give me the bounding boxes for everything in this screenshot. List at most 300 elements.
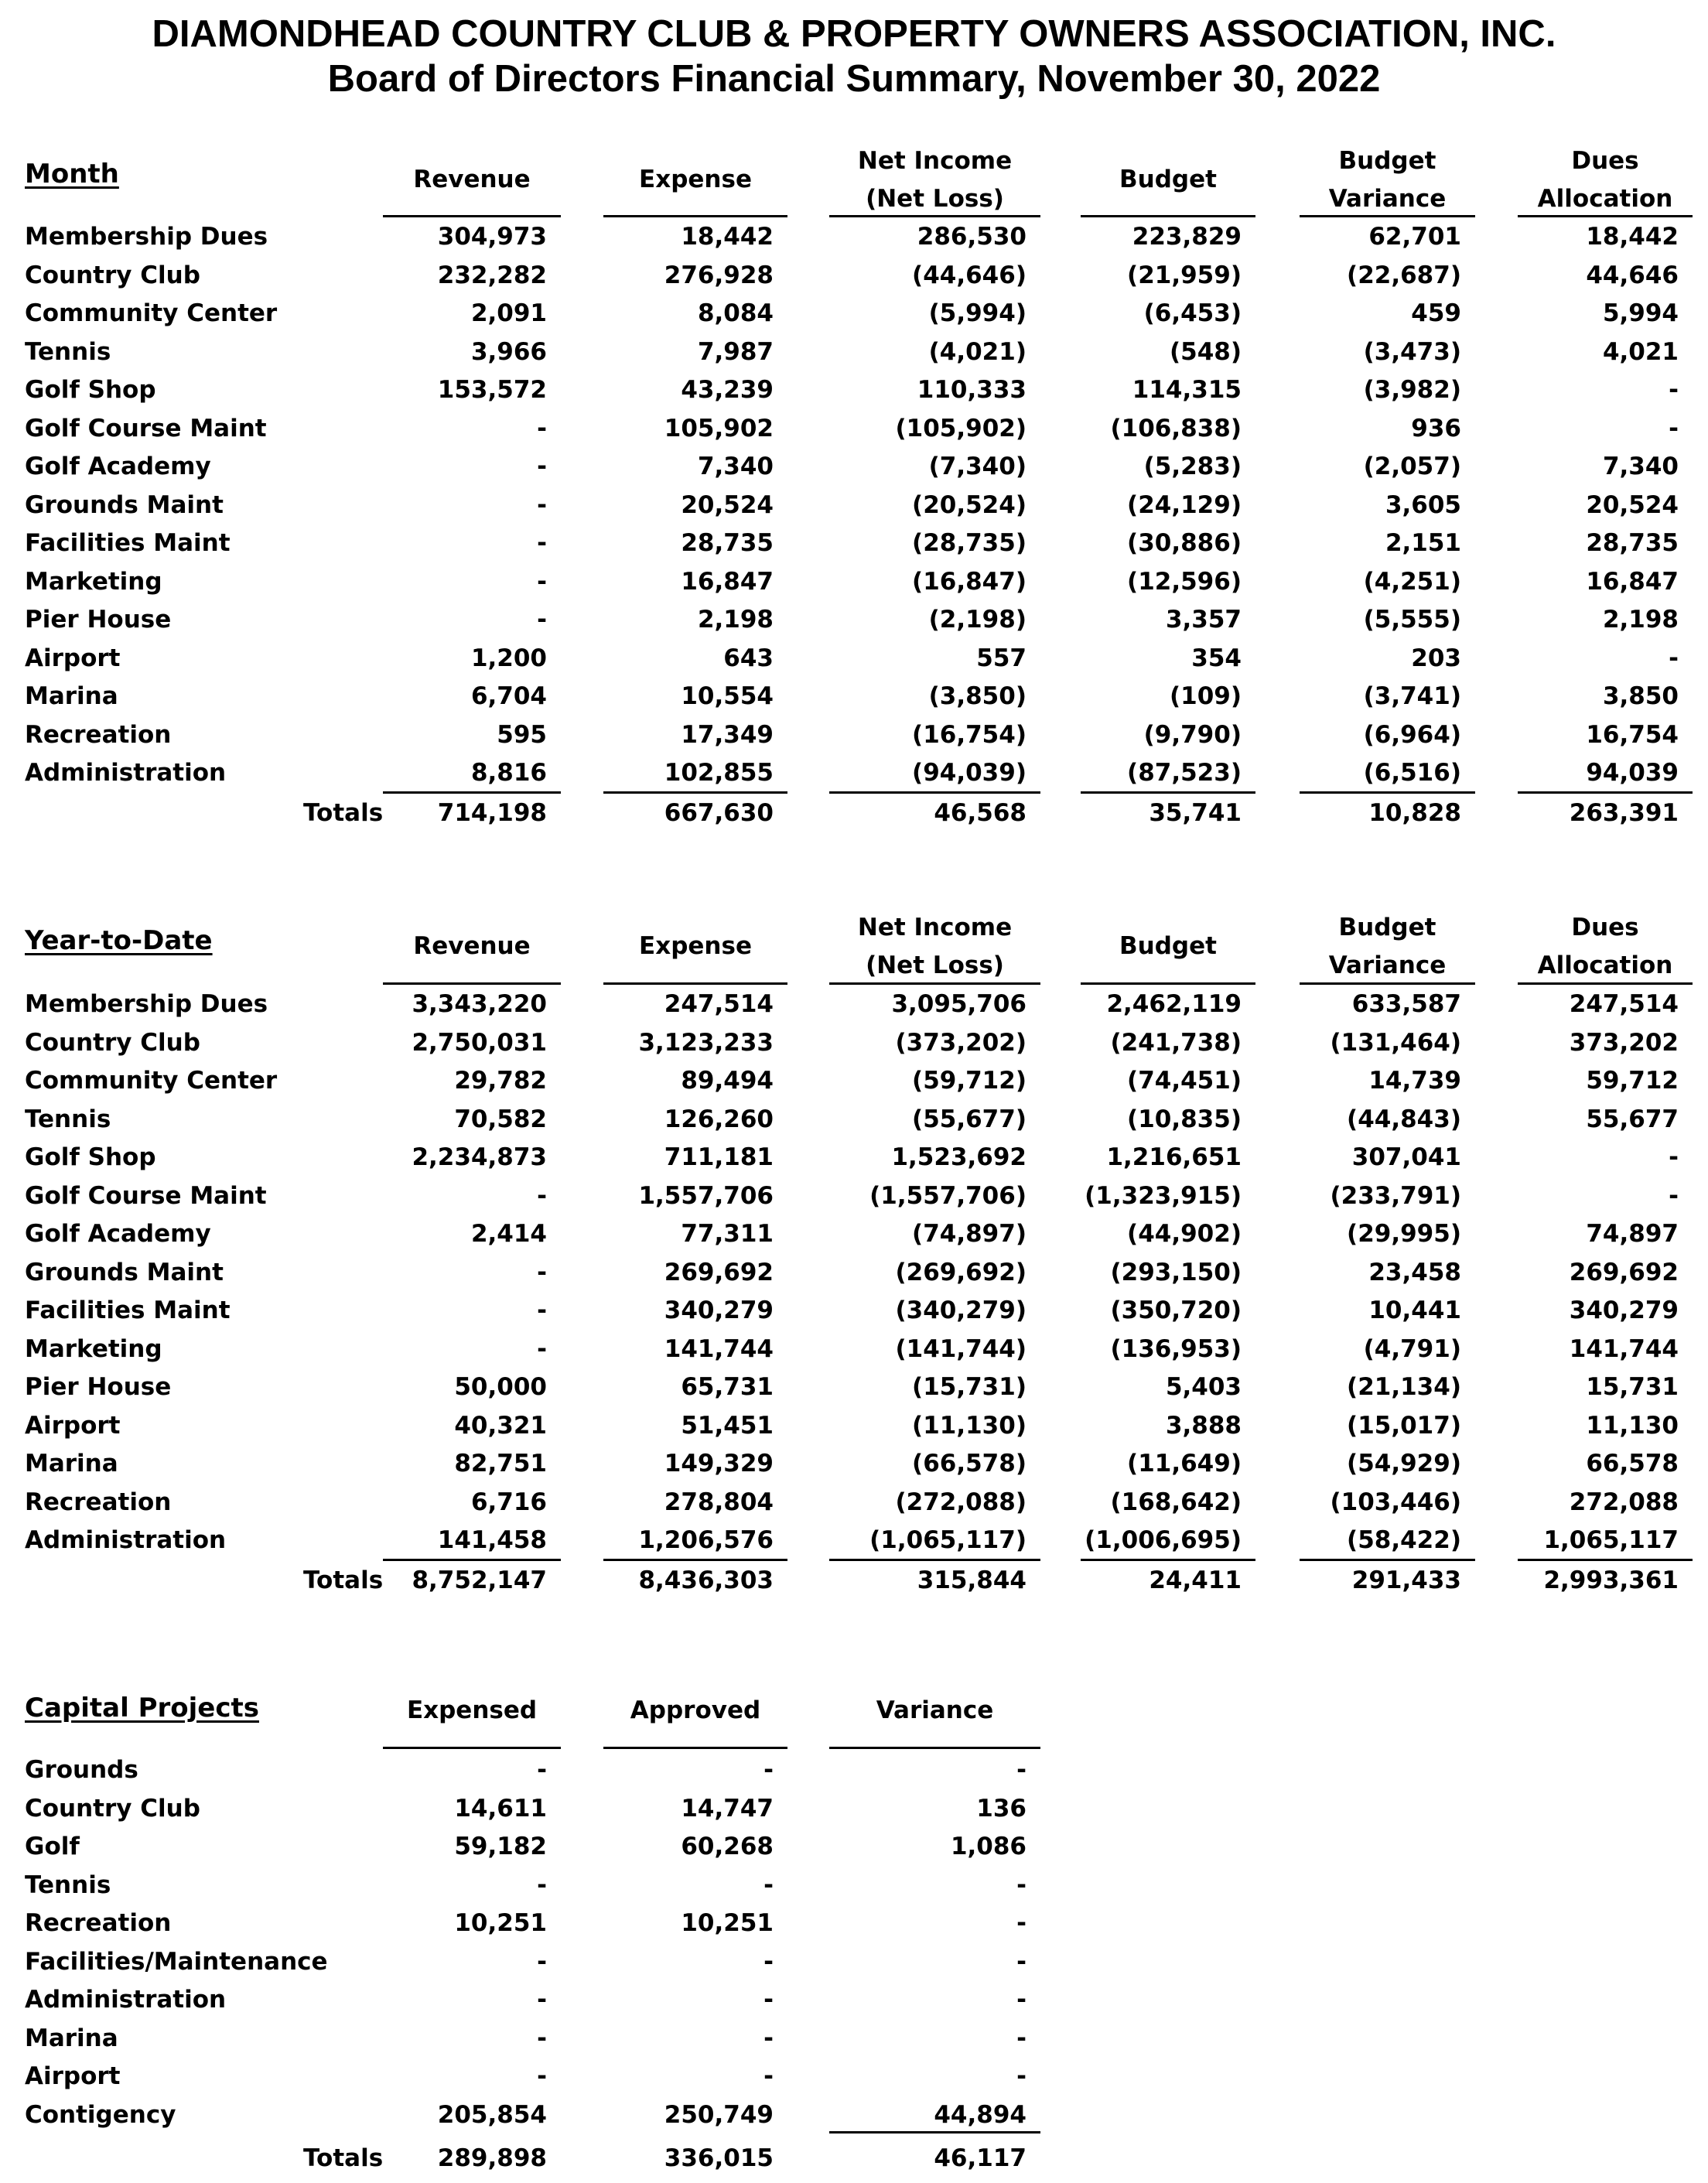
table-row: [0, 1214, 1708, 1253]
table-row: [0, 1751, 1708, 1789]
table-cell: 55,677: [1586, 1105, 1679, 1133]
table-cell: 16,847: [681, 567, 774, 596]
row-label: Membership Dues: [25, 223, 268, 251]
table-cell: 1,557,706: [638, 1181, 774, 1210]
table-cell: (44,843): [1347, 1105, 1461, 1133]
table-cell: 11,130: [1586, 1411, 1679, 1440]
table-cell: (7,340): [928, 453, 1027, 480]
table-row: [0, 294, 1708, 333]
table-cell: (136,953): [1110, 1334, 1242, 1363]
table-cell: 14,747: [681, 1794, 774, 1823]
table-cell: (6,964): [1363, 720, 1461, 749]
row-label: Country Club: [25, 1028, 200, 1057]
table-cell: (9,790): [1143, 720, 1242, 749]
table-cell: -: [1669, 376, 1679, 404]
month-col-header-line2: Allocation: [1537, 185, 1673, 213]
row-label: Facilities/Maintenance: [25, 1947, 328, 1976]
table-cell: 102,855: [664, 759, 774, 787]
table-cell: 10,251: [681, 1909, 774, 1937]
table-cell: (58,422): [1347, 1526, 1461, 1554]
totals-cell: 263,391: [1569, 799, 1679, 827]
table-row: [0, 1904, 1708, 1942]
table-cell: 1,086: [950, 1833, 1027, 1860]
table-cell: 10,251: [454, 1909, 547, 1937]
table-row: [0, 1827, 1708, 1866]
table-row: [0, 1291, 1708, 1330]
table-row: [0, 256, 1708, 295]
row-label: Golf Shop: [25, 1143, 156, 1171]
table-row: [0, 1980, 1708, 2019]
table-row: [0, 677, 1708, 716]
ytd-col-header: Dues: [1571, 914, 1639, 941]
table-cell: (1,006,695): [1085, 1526, 1242, 1554]
table-cell: 269,692: [664, 1258, 774, 1286]
table-cell: 82,751: [454, 1450, 547, 1478]
totals-row: [0, 2139, 1708, 2178]
table-row: [0, 333, 1708, 371]
table-row: [0, 1406, 1708, 1445]
table-cell: (11,130): [912, 1411, 1027, 1440]
row-label: Marina: [25, 682, 118, 710]
table-cell: 59,182: [454, 1833, 547, 1860]
table-cell: -: [1669, 1143, 1679, 1171]
table-cell: (131,464): [1330, 1028, 1461, 1057]
row-label: Facilities Maint: [25, 1296, 231, 1324]
table-cell: 340,279: [1569, 1296, 1679, 1324]
table-row: [0, 562, 1708, 601]
row-label: Airport: [25, 1411, 121, 1440]
totals-cell: 315,844: [917, 1566, 1027, 1594]
capital-col-header: Variance: [876, 1696, 994, 1724]
month-section-title: Month: [25, 159, 119, 190]
table-cell: 3,966: [470, 337, 547, 366]
month-col-header: Budget: [1119, 166, 1217, 193]
table-row: [0, 1942, 1708, 1981]
totals-cell: 24,411: [1149, 1566, 1242, 1594]
table-cell: 14,739: [1368, 1067, 1461, 1095]
table-row: [0, 409, 1708, 448]
table-cell: 10,441: [1368, 1296, 1461, 1324]
table-cell: 50,000: [454, 1373, 547, 1401]
table-cell: 3,343,220: [412, 990, 547, 1018]
totals-label: Totals: [303, 799, 384, 827]
table-cell: 70,582: [454, 1105, 547, 1133]
table-cell: (4,251): [1363, 567, 1461, 596]
table-cell: (74,451): [1127, 1067, 1242, 1095]
table-cell: 3,850: [1602, 682, 1679, 710]
table-cell: (74,897): [912, 1220, 1027, 1248]
table-cell: (3,741): [1363, 682, 1461, 710]
month-col-header: Net Income: [857, 147, 1013, 175]
table-cell: (340,279): [895, 1296, 1027, 1324]
table-cell: (373,202): [895, 1028, 1027, 1057]
table-cell: -: [537, 1870, 547, 1899]
table-cell: 74,897: [1586, 1220, 1679, 1248]
table-cell: -: [763, 1986, 774, 2014]
table-cell: 3,123,233: [638, 1028, 774, 1057]
table-row: [0, 524, 1708, 562]
totals-cell: 8,436,303: [638, 1566, 774, 1594]
table-cell: -: [537, 1296, 547, 1324]
table-cell: (28,735): [912, 529, 1027, 557]
totals-row: [0, 794, 1708, 832]
table-cell: 272,088: [1569, 1488, 1679, 1516]
table-cell: 203: [1411, 644, 1461, 672]
table-cell: 2,234,873: [412, 1143, 547, 1171]
totals-cell: 714,198: [437, 799, 547, 827]
table-cell: 5,994: [1602, 299, 1679, 327]
table-cell: (16,754): [912, 720, 1027, 749]
table-cell: 15,731: [1586, 1373, 1679, 1401]
table-cell: (5,994): [928, 299, 1027, 327]
row-label: Pier House: [25, 1373, 172, 1401]
table-cell: -: [537, 2062, 547, 2090]
table-cell: 595: [497, 720, 547, 749]
ytd-col-header: Budget: [1119, 932, 1217, 960]
row-label: Golf: [25, 1833, 80, 1860]
table-cell: 77,311: [681, 1220, 774, 1248]
month-col-header: Revenue: [413, 166, 531, 193]
table-cell: 205,854: [437, 2100, 547, 2129]
table-cell: 1,216,651: [1106, 1143, 1242, 1171]
table-row: [0, 2057, 1708, 2096]
table-cell: -: [537, 490, 547, 519]
table-cell: -: [537, 567, 547, 596]
table-cell: (293,150): [1110, 1258, 1242, 1286]
table-cell: (44,902): [1127, 1220, 1242, 1248]
table-cell: (3,473): [1363, 337, 1461, 366]
totals-cell: 289,898: [437, 2144, 547, 2172]
table-cell: 28,735: [681, 529, 774, 557]
table-cell: 7,987: [697, 337, 774, 366]
table-cell: (15,017): [1347, 1411, 1461, 1440]
month-col-header: Dues: [1571, 147, 1639, 175]
table-cell: 3,095,706: [891, 990, 1027, 1018]
table-row: [0, 1177, 1708, 1215]
table-cell: 18,442: [681, 223, 774, 251]
row-label: Marina: [25, 2024, 118, 2052]
row-label: Tennis: [25, 337, 111, 366]
table-cell: 17,349: [681, 720, 774, 749]
table-cell: 5,403: [1165, 1373, 1242, 1401]
table-cell: (21,134): [1347, 1373, 1461, 1401]
row-label: Golf Academy: [25, 1220, 211, 1248]
table-cell: 14,611: [454, 1794, 547, 1823]
table-cell: (269,692): [895, 1258, 1027, 1286]
table-cell: (94,039): [912, 759, 1027, 787]
table-cell: 29,782: [454, 1067, 547, 1095]
table-cell: (66,578): [912, 1450, 1027, 1478]
table-row: [0, 1483, 1708, 1522]
table-cell: 633,587: [1351, 990, 1461, 1018]
row-label: Tennis: [25, 1105, 111, 1133]
table-cell: 223,829: [1132, 223, 1242, 251]
table-cell: 307,041: [1351, 1143, 1461, 1171]
table-cell: 89,494: [681, 1067, 774, 1095]
table-row: [0, 1444, 1708, 1483]
table-cell: (54,929): [1347, 1450, 1461, 1478]
table-cell: 44,894: [934, 2100, 1027, 2129]
table-cell: 276,928: [664, 261, 774, 289]
row-label: Country Club: [25, 261, 200, 289]
table-row: [0, 1368, 1708, 1406]
table-cell: (350,720): [1110, 1296, 1242, 1324]
table-cell: (5,555): [1363, 606, 1461, 634]
table-cell: (6,453): [1143, 299, 1242, 327]
table-cell: 286,530: [917, 223, 1027, 251]
table-cell: 141,458: [437, 1526, 547, 1554]
table-cell: -: [763, 1870, 774, 1899]
table-cell: 304,973: [437, 223, 547, 251]
table-cell: -: [1016, 1947, 1027, 1976]
row-label: Administration: [25, 1526, 227, 1554]
table-cell: -: [537, 453, 547, 480]
table-cell: 16,754: [1586, 720, 1679, 749]
table-cell: 94,039: [1586, 759, 1679, 787]
table-cell: 28,735: [1586, 529, 1679, 557]
row-label: Marketing: [25, 1334, 162, 1363]
table-cell: (272,088): [895, 1488, 1027, 1516]
table-cell: 7,340: [1602, 453, 1679, 480]
table-cell: (141,744): [895, 1334, 1027, 1363]
row-label: Airport: [25, 2062, 121, 2090]
table-cell: (11,649): [1127, 1450, 1242, 1478]
totals-cell: 46,117: [934, 2144, 1027, 2172]
table-cell: (1,323,915): [1085, 1181, 1242, 1210]
table-cell: -: [537, 1258, 547, 1286]
ytd-col-header-line2: (Net Loss): [866, 951, 1004, 979]
totals-cell: 10,828: [1368, 799, 1461, 827]
table-cell: -: [537, 1756, 547, 1784]
row-label: Administration: [25, 759, 227, 787]
table-row: [0, 1061, 1708, 1100]
table-cell: (44,646): [912, 261, 1027, 289]
table-cell: 20,524: [1586, 490, 1679, 519]
row-label: Grounds Maint: [25, 1258, 224, 1286]
table-row: [0, 447, 1708, 486]
totals-cell: 35,741: [1149, 799, 1242, 827]
table-cell: 4,021: [1602, 337, 1679, 366]
report-title: DIAMONDHEAD COUNTRY CLUB & PROPERTY OWNERS ASSOCIATION, INC.: [152, 13, 1556, 55]
table-row: [0, 217, 1708, 256]
report-subtitle: Board of Directors Financial Summary, November 30, 2022: [327, 58, 1381, 100]
row-label: Marina: [25, 1450, 118, 1478]
table-cell: (106,838): [1110, 414, 1242, 442]
table-row: [0, 985, 1708, 1023]
month-col-header: Budget: [1338, 147, 1436, 175]
table-cell: (233,791): [1330, 1181, 1461, 1210]
month-col-header: Expense: [639, 166, 752, 193]
table-cell: -: [1016, 1909, 1027, 1937]
table-cell: 3,357: [1165, 606, 1242, 634]
totals-cell: 291,433: [1351, 1566, 1461, 1594]
table-row: [0, 716, 1708, 754]
row-label: Pier House: [25, 606, 172, 634]
table-cell: -: [537, 1947, 547, 1976]
table-cell: 149,329: [664, 1450, 774, 1478]
totals-rule: [829, 2131, 1040, 2133]
table-cell: -: [763, 1756, 774, 1784]
table-cell: 1,523,692: [891, 1143, 1027, 1171]
table-cell: 643: [723, 644, 774, 672]
table-cell: -: [1669, 644, 1679, 672]
table-cell: 340,279: [664, 1296, 774, 1324]
totals-cell: 46,568: [934, 799, 1027, 827]
table-cell: 278,804: [664, 1488, 774, 1516]
ytd-col-header: Budget: [1338, 914, 1436, 941]
table-cell: -: [1669, 414, 1679, 442]
table-cell: 373,202: [1569, 1028, 1679, 1057]
ytd-col-header: Expense: [639, 932, 752, 960]
row-label: Grounds Maint: [25, 490, 224, 519]
table-cell: 110,333: [917, 376, 1027, 404]
totals-label: Totals: [303, 2144, 384, 2172]
table-cell: 7,340: [697, 453, 774, 480]
table-cell: 711,181: [664, 1143, 774, 1171]
table-cell: (168,642): [1110, 1488, 1242, 1516]
row-label: Tennis: [25, 1870, 111, 1899]
row-label: Country Club: [25, 1794, 200, 1823]
table-cell: 65,731: [681, 1373, 774, 1401]
table-cell: (12,596): [1127, 567, 1242, 596]
table-cell: (30,886): [1127, 529, 1242, 557]
capital-col-header: Approved: [630, 1696, 761, 1724]
capital-section-title: Capital Projects: [25, 1693, 259, 1724]
table-cell: -: [537, 1181, 547, 1210]
table-cell: (20,524): [912, 490, 1027, 519]
table-cell: 153,572: [437, 376, 547, 404]
table-cell: 1,206,576: [638, 1526, 774, 1554]
table-cell: 44,646: [1586, 261, 1679, 289]
table-cell: 247,514: [664, 990, 774, 1018]
table-cell: 354: [1191, 644, 1242, 672]
table-cell: 250,749: [664, 2100, 774, 2129]
table-cell: (3,850): [928, 682, 1027, 710]
table-cell: 936: [1411, 414, 1461, 442]
table-cell: 2,414: [470, 1220, 547, 1248]
table-cell: 40,321: [454, 1411, 547, 1440]
ytd-col-header-line2: Variance: [1328, 951, 1447, 979]
table-row: [0, 1866, 1708, 1905]
table-row: [0, 600, 1708, 639]
row-label: Marketing: [25, 567, 162, 596]
ytd-col-header: Net Income: [857, 914, 1013, 941]
table-cell: (15,731): [912, 1373, 1027, 1401]
table-row: [0, 1100, 1708, 1139]
table-cell: (22,687): [1347, 261, 1461, 289]
capital-col-header: Expensed: [406, 1696, 538, 1724]
table-row: [0, 1330, 1708, 1368]
table-cell: -: [763, 2062, 774, 2090]
ytd-section-title: Year-to-Date: [25, 925, 213, 956]
header-rule: [603, 1747, 787, 1749]
table-cell: (16,847): [912, 567, 1027, 596]
table-row: [0, 486, 1708, 524]
table-row: [0, 639, 1708, 678]
totals-cell: 8,752,147: [412, 1566, 547, 1594]
row-label: Administration: [25, 1986, 227, 2014]
table-row: [0, 753, 1708, 792]
table-cell: -: [763, 2024, 774, 2052]
table-row: [0, 1789, 1708, 1828]
table-cell: 141,744: [1569, 1334, 1679, 1363]
table-row: [0, 1023, 1708, 1062]
table-row: [0, 1521, 1708, 1560]
totals-cell: 336,015: [664, 2144, 774, 2172]
row-label: Golf Academy: [25, 453, 211, 480]
table-cell: 60,268: [681, 1833, 774, 1860]
header-rule: [383, 1747, 561, 1749]
table-cell: (4,021): [928, 337, 1027, 366]
table-cell: -: [1016, 2024, 1027, 2052]
month-col-header-line2: Variance: [1328, 185, 1447, 213]
ytd-col-header: Revenue: [413, 932, 531, 960]
table-cell: 10,554: [681, 682, 774, 710]
table-cell: 1,200: [470, 644, 547, 672]
table-cell: (21,959): [1127, 261, 1242, 289]
table-cell: -: [1016, 1756, 1027, 1784]
table-cell: (10,835): [1127, 1105, 1242, 1133]
table-cell: 2,750,031: [412, 1028, 547, 1057]
table-cell: (1,065,117): [869, 1526, 1027, 1554]
header-rule: [829, 1747, 1040, 1749]
table-cell: -: [1669, 1181, 1679, 1210]
table-row: [0, 2096, 1708, 2134]
table-cell: (2,057): [1363, 453, 1461, 480]
table-cell: -: [1016, 1986, 1027, 2014]
table-cell: (109): [1169, 682, 1242, 710]
table-cell: 43,239: [681, 376, 774, 404]
row-label: Airport: [25, 644, 121, 672]
table-cell: 62,701: [1368, 223, 1461, 251]
table-cell: 114,315: [1132, 376, 1242, 404]
table-cell: 51,451: [681, 1411, 774, 1440]
table-cell: (29,995): [1347, 1220, 1461, 1248]
table-cell: -: [1016, 1870, 1027, 1899]
table-cell: 141,744: [664, 1334, 774, 1363]
table-cell: (5,283): [1143, 453, 1242, 480]
row-label: Membership Dues: [25, 990, 268, 1018]
row-label: Golf Shop: [25, 376, 156, 404]
table-cell: (55,677): [912, 1105, 1027, 1133]
table-cell: -: [537, 1334, 547, 1363]
row-label: Community Center: [25, 1067, 278, 1095]
table-cell: 557: [976, 644, 1027, 672]
table-cell: -: [537, 414, 547, 442]
totals-label: Totals: [303, 1566, 384, 1594]
month-col-header-line2: (Net Loss): [866, 185, 1004, 213]
table-cell: 459: [1411, 299, 1461, 327]
table-cell: (59,712): [912, 1067, 1027, 1095]
table-cell: (2,198): [928, 606, 1027, 634]
table-cell: (105,902): [895, 414, 1027, 442]
table-cell: 126,260: [664, 1105, 774, 1133]
table-cell: 269,692: [1569, 1258, 1679, 1286]
totals-cell: 2,993,361: [1543, 1566, 1679, 1594]
table-row: [0, 371, 1708, 409]
table-cell: 105,902: [664, 414, 774, 442]
ytd-col-header-line2: Allocation: [1537, 951, 1673, 979]
table-cell: (87,523): [1127, 759, 1242, 787]
table-cell: 1,065,117: [1543, 1526, 1679, 1554]
table-cell: 232,282: [437, 261, 547, 289]
table-cell: -: [537, 529, 547, 557]
table-cell: 59,712: [1586, 1067, 1679, 1095]
table-cell: 3,888: [1165, 1411, 1242, 1440]
table-cell: 2,091: [470, 299, 547, 327]
table-cell: 247,514: [1569, 990, 1679, 1018]
table-cell: (241,738): [1110, 1028, 1242, 1057]
